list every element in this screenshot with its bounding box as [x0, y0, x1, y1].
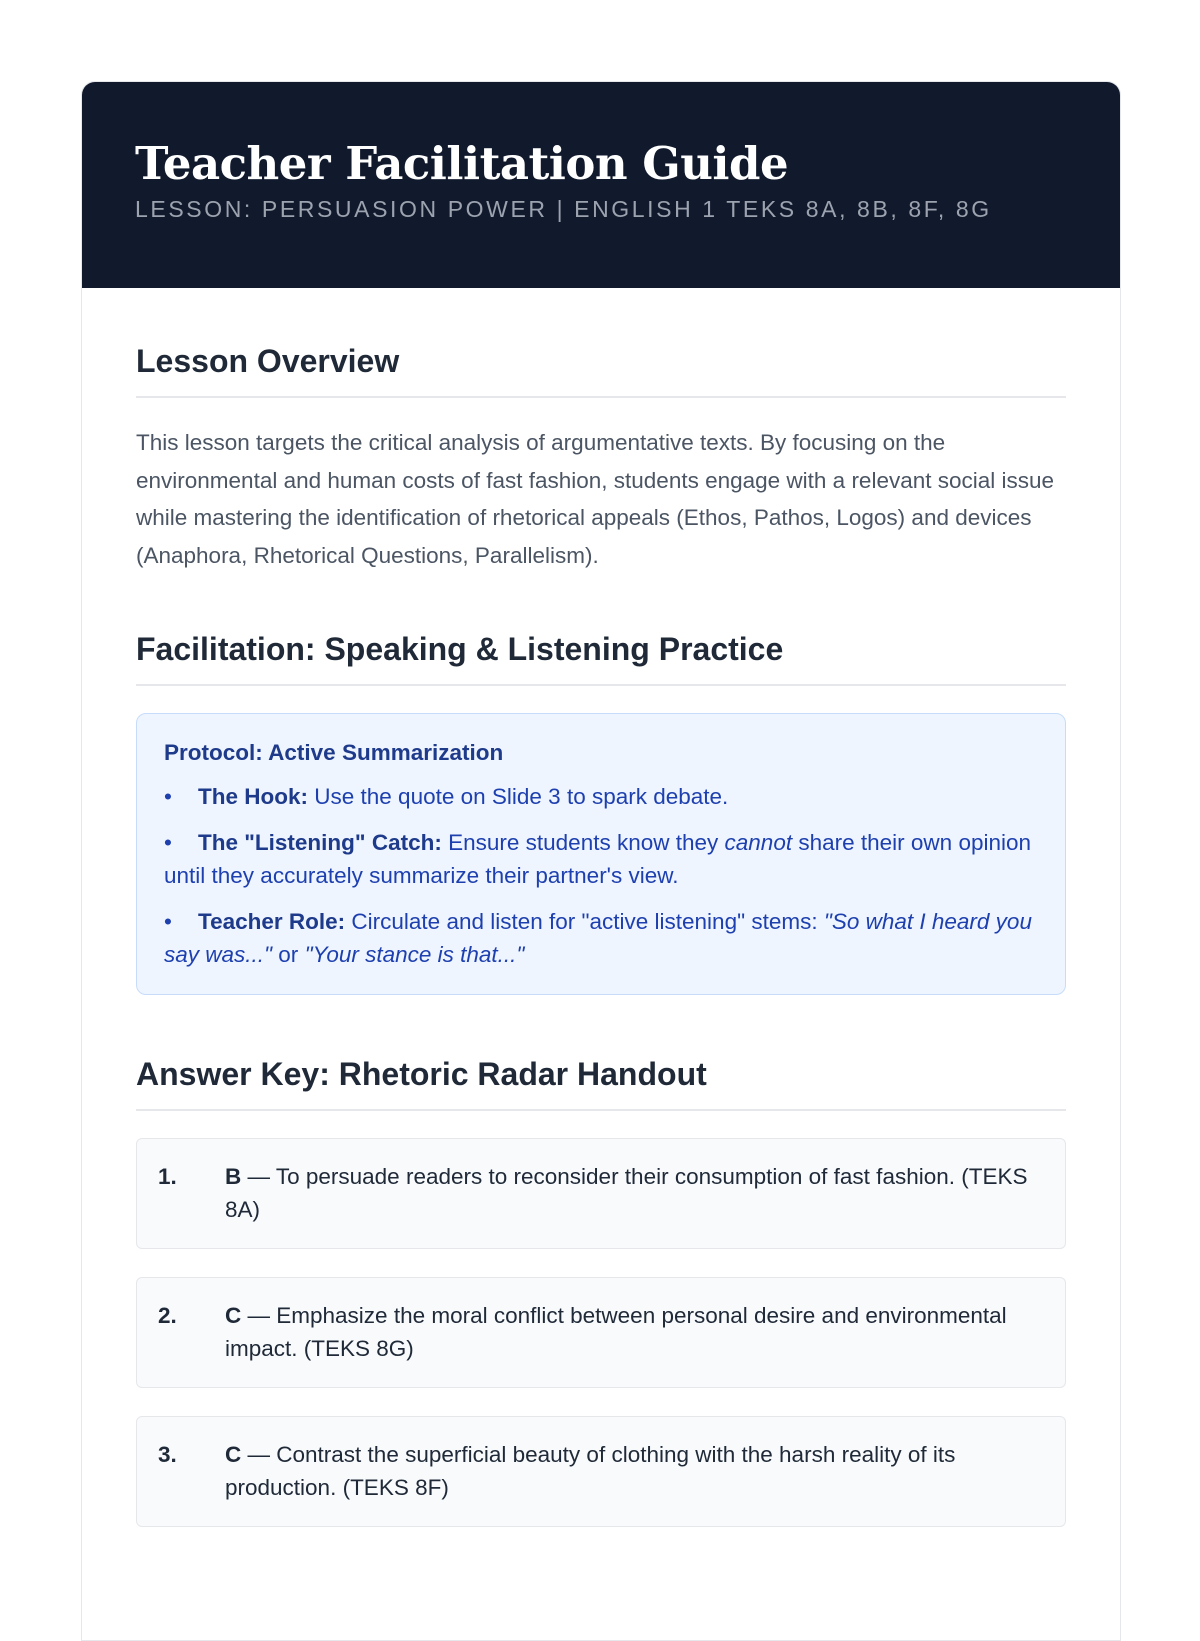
answer-explanation: — Emphasize the moral conflict between personal desire and environmental impact. (TEKS 8G): [225, 1303, 1007, 1361]
facilitation-heading: Facilitation: Speaking & Listening Practice: [136, 631, 1066, 686]
answer-item: [136, 1416, 1066, 1527]
answer-item: [136, 1138, 1066, 1249]
item-text: Ensure students know they: [448, 830, 719, 855]
answer-letter: C: [225, 1442, 242, 1467]
answer-number: 2.: [158, 1303, 177, 1328]
answer-key-heading: Answer Key: Rhetoric Radar Handout: [136, 1056, 1066, 1111]
answer-letter: B: [225, 1164, 242, 1189]
answer-explanation: — To persuade readers to reconsider their consumption of fast fashion. (TEKS 8A): [225, 1164, 1028, 1222]
overview-heading: Lesson Overview: [136, 343, 1066, 398]
item-label: The Hook:: [198, 784, 308, 809]
protocol-item-hook: [164, 780, 1038, 813]
bullet-icon: •: [164, 909, 172, 934]
stem-quote-2: "Your stance is that...": [304, 942, 525, 967]
guide-card: [81, 81, 1121, 1641]
protocol-title: Protocol: Active Summarization: [164, 740, 504, 765]
bullet-icon: •: [164, 830, 172, 855]
answer-list: [136, 1138, 1066, 1527]
overview-body: This lesson targets the critical analysis of argumentative texts. By focusing on the environmental and human costs of fast fashion, students engage with a relevant social issue while mastering the identification of rhetorical appeals (Ethos, Pathos, Logos) and devices (Anaphora, Rhetorical Questions, Parallelism).: [136, 430, 1055, 568]
item-connector: or: [278, 942, 299, 967]
protocol-item-teacher-role: [164, 905, 1038, 971]
bullet-icon: •: [164, 784, 172, 809]
lesson-subtitle: LESSON: PERSUASION POWER | ENGLISH 1 TEKS 8A, 8B, 8F, 8G: [135, 196, 992, 222]
answer-number: 3.: [158, 1442, 177, 1467]
item-text: Use the quote on Slide 3 to spark debate.: [314, 784, 729, 809]
answer-text: [225, 1160, 1043, 1226]
stem-quote-1: "So what I heard you say was...": [164, 909, 1032, 967]
header-banner: [82, 82, 1120, 288]
item-label: Teacher Role:: [198, 909, 346, 934]
protocol-box: [136, 713, 1066, 995]
item-emphasis: cannot: [724, 830, 793, 855]
protocol-list: [164, 780, 1038, 971]
answer-text: [225, 1438, 1043, 1504]
protocol-item-listening: [164, 826, 1038, 892]
answer-text: [225, 1299, 1043, 1365]
page-title: Teacher Facilitation Guide: [135, 137, 789, 190]
answer-item: [136, 1277, 1066, 1388]
answer-explanation: — Contrast the superficial beauty of clothing with the harsh reality of its production. (TEKS 8F): [225, 1442, 956, 1500]
answer-letter: C: [225, 1303, 242, 1328]
item-label: The "Listening" Catch:: [198, 830, 442, 855]
guide-content: [82, 343, 1120, 1527]
item-text-after: share their own opinion until they accurately summarize their partner's view.: [164, 830, 1032, 888]
item-text: Circulate and listen for "active listening" stems:: [351, 909, 818, 934]
answer-number: 1.: [158, 1164, 177, 1189]
